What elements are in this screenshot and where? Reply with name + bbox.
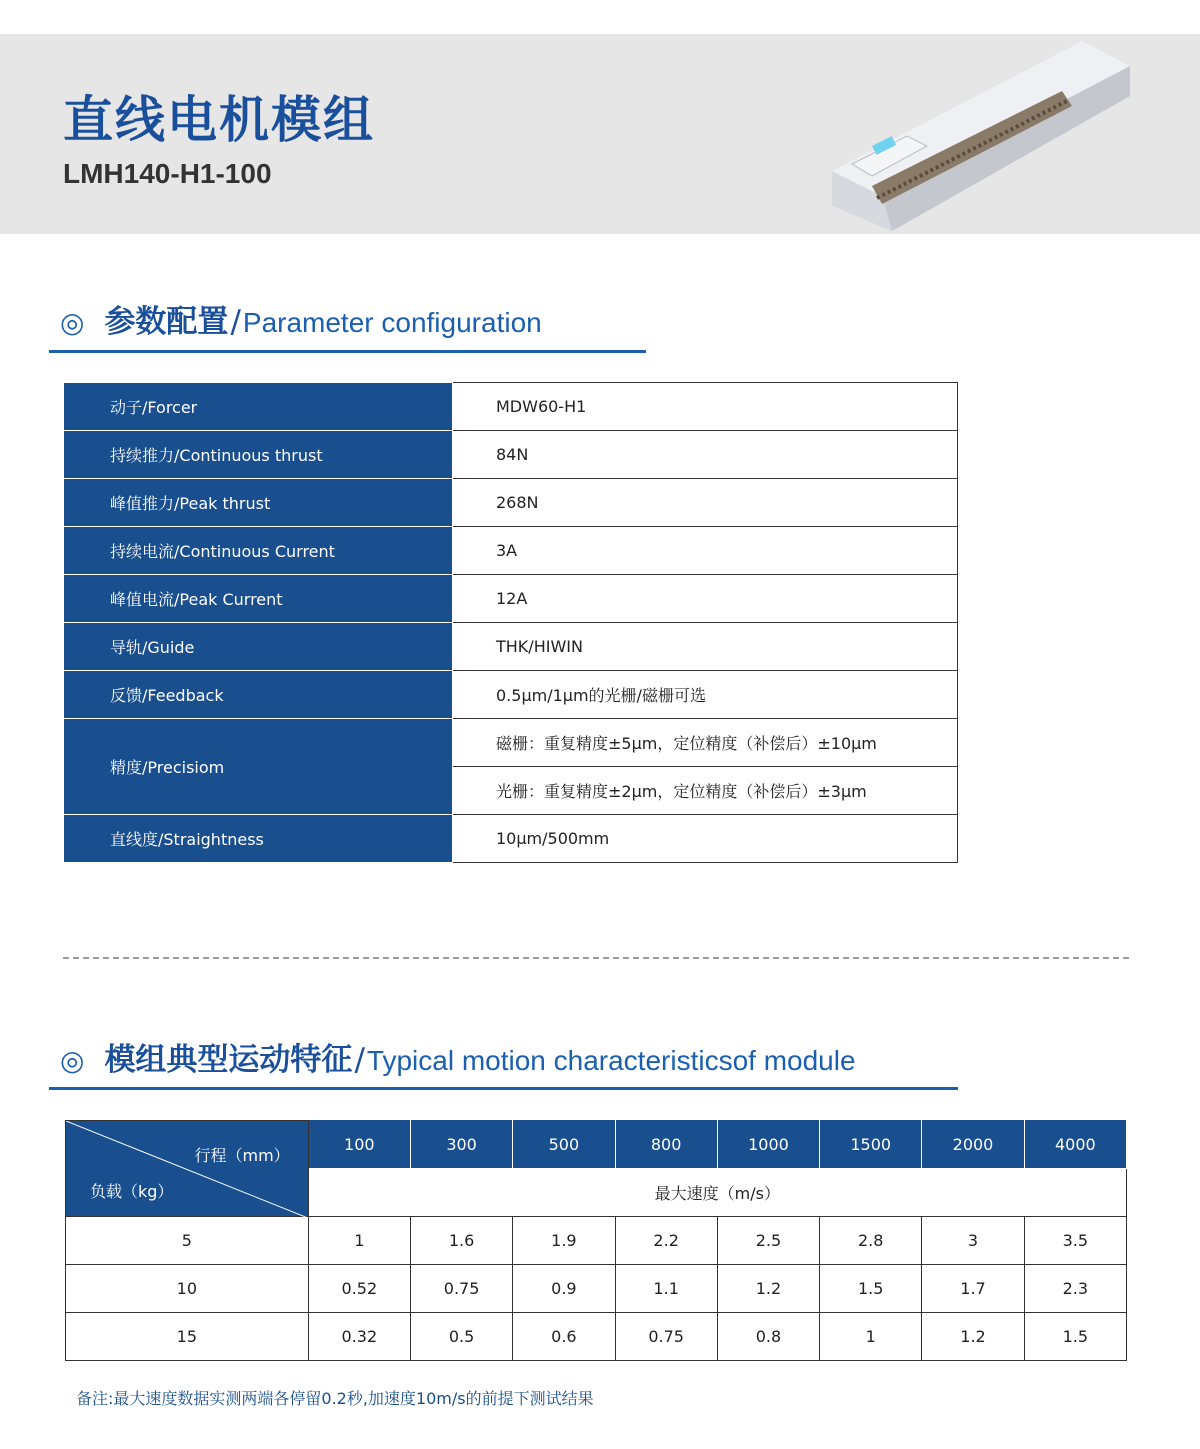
speed-cell: 2.2 bbox=[615, 1217, 717, 1265]
speed-cell: 0.75 bbox=[615, 1313, 717, 1361]
param-value: 12A bbox=[453, 575, 958, 623]
speed-cell: 1.7 bbox=[922, 1265, 1024, 1313]
speed-cell: 1.1 bbox=[615, 1265, 717, 1313]
motion-heading-underline bbox=[49, 1087, 958, 1090]
model-number: LMH140-H1-100 bbox=[63, 158, 272, 189]
speed-cell: 1.5 bbox=[820, 1265, 922, 1313]
motion-heading-slash: / bbox=[354, 1042, 365, 1078]
param-key: 持续推力/Continuous thrust bbox=[65, 431, 453, 479]
table-row bbox=[65, 527, 958, 575]
product-image bbox=[832, 36, 1132, 236]
param-value: 0.5μm/1μm的光栅/磁栅可选 bbox=[453, 671, 958, 719]
speed-cell: 1.6 bbox=[410, 1217, 512, 1265]
speed-cell: 2.8 bbox=[820, 1217, 922, 1265]
stroke-label: 行程（mm） bbox=[194, 1146, 290, 1165]
table-row bbox=[66, 1217, 1127, 1265]
speed-cell: 1.5 bbox=[1024, 1313, 1126, 1361]
speed-cell: 3.5 bbox=[1024, 1217, 1126, 1265]
param-key: 导轨/Guide bbox=[65, 623, 453, 671]
params-heading-en: Parameter configuration bbox=[242, 307, 542, 338]
page-title: 直线电机模组 bbox=[63, 91, 375, 149]
speed-cell: 3 bbox=[922, 1217, 1024, 1265]
param-value: 10μm/500mm bbox=[453, 815, 958, 863]
speed-cell: 0.6 bbox=[513, 1313, 615, 1361]
table-row bbox=[65, 575, 958, 623]
motion-heading-en: Typical motion characteristicsof module bbox=[366, 1045, 856, 1076]
speed-cell: 0.75 bbox=[410, 1265, 512, 1313]
speed-cell: 1.2 bbox=[717, 1265, 819, 1313]
stroke-header: 100 bbox=[308, 1121, 410, 1169]
speed-cell: 0.8 bbox=[717, 1313, 819, 1361]
load-cell: 10 bbox=[66, 1265, 309, 1313]
circle-target-icon: ◎ bbox=[60, 306, 85, 339]
footnote: 备注:最大速度数据实测两端各停留0.2秒,加速度10m/s的前提下测试结果 bbox=[76, 1389, 594, 1408]
param-key: 持续电流/Continuous Current bbox=[65, 527, 453, 575]
stroke-header: 2000 bbox=[922, 1121, 1024, 1169]
param-key: 峰值电流/Peak Current bbox=[65, 575, 453, 623]
table-corner-cell bbox=[66, 1121, 309, 1217]
table-row bbox=[65, 623, 958, 671]
speed-label: 最大速度（m/s） bbox=[308, 1169, 1126, 1217]
speed-cell: 0.52 bbox=[308, 1265, 410, 1313]
speed-cell: 1.9 bbox=[513, 1217, 615, 1265]
stroke-header: 500 bbox=[513, 1121, 615, 1169]
params-heading-cn: 参数配置 bbox=[104, 304, 229, 340]
speed-cell: 0.32 bbox=[308, 1313, 410, 1361]
speed-cell: 1 bbox=[308, 1217, 410, 1265]
section-divider bbox=[63, 957, 1129, 959]
motion-section-heading bbox=[60, 1034, 856, 1079]
speed-cell: 1 bbox=[820, 1313, 922, 1361]
speed-cell: 1.2 bbox=[922, 1313, 1024, 1361]
stroke-header: 1500 bbox=[820, 1121, 922, 1169]
params-heading-slash: / bbox=[230, 304, 241, 340]
param-value: 光栅：重复精度±2μm，定位精度（补偿后）±3μm bbox=[453, 767, 958, 815]
params-heading-underline bbox=[49, 350, 646, 353]
table-row bbox=[66, 1265, 1127, 1313]
stroke-header: 4000 bbox=[1024, 1121, 1126, 1169]
param-value: 268N bbox=[453, 479, 958, 527]
load-cell: 15 bbox=[66, 1313, 309, 1361]
table-row bbox=[65, 383, 958, 431]
stroke-header: 300 bbox=[410, 1121, 512, 1169]
speed-cell: 2.3 bbox=[1024, 1265, 1126, 1313]
param-key: 峰值推力/Peak thrust bbox=[65, 479, 453, 527]
table-row bbox=[65, 815, 958, 863]
load-label: 负载（kg） bbox=[90, 1182, 174, 1201]
param-value: 3A bbox=[453, 527, 958, 575]
table-row bbox=[65, 479, 958, 527]
params-table bbox=[64, 382, 958, 863]
table-row bbox=[65, 431, 958, 479]
param-value: THK/HIWIN bbox=[453, 623, 958, 671]
table-row bbox=[65, 719, 958, 767]
motion-heading-cn: 模组典型运动特征 bbox=[104, 1042, 353, 1078]
diagonal-line bbox=[66, 1121, 308, 1218]
param-value: 84N bbox=[453, 431, 958, 479]
param-value: MDW60-H1 bbox=[453, 383, 958, 431]
speed-cell: 0.5 bbox=[410, 1313, 512, 1361]
load-cell: 5 bbox=[66, 1217, 309, 1265]
speed-cell: 2.5 bbox=[717, 1217, 819, 1265]
circle-target-icon: ◎ bbox=[60, 1044, 85, 1077]
param-key: 反馈/Feedback bbox=[65, 671, 453, 719]
table-row bbox=[65, 671, 958, 719]
table-row bbox=[66, 1313, 1127, 1361]
motion-table bbox=[65, 1120, 1127, 1361]
param-key: 动子/Forcer bbox=[65, 383, 453, 431]
stroke-header: 1000 bbox=[717, 1121, 819, 1169]
table-header-row bbox=[66, 1121, 1127, 1169]
param-key: 直线度/Straightness bbox=[65, 815, 453, 863]
stroke-header: 800 bbox=[615, 1121, 717, 1169]
param-key: 精度/Precisiom bbox=[65, 719, 453, 815]
param-value: 磁栅：重复精度±5μm，定位精度（补偿后）±10μm bbox=[453, 719, 958, 767]
speed-cell: 0.9 bbox=[513, 1265, 615, 1313]
params-section-heading bbox=[60, 296, 542, 341]
